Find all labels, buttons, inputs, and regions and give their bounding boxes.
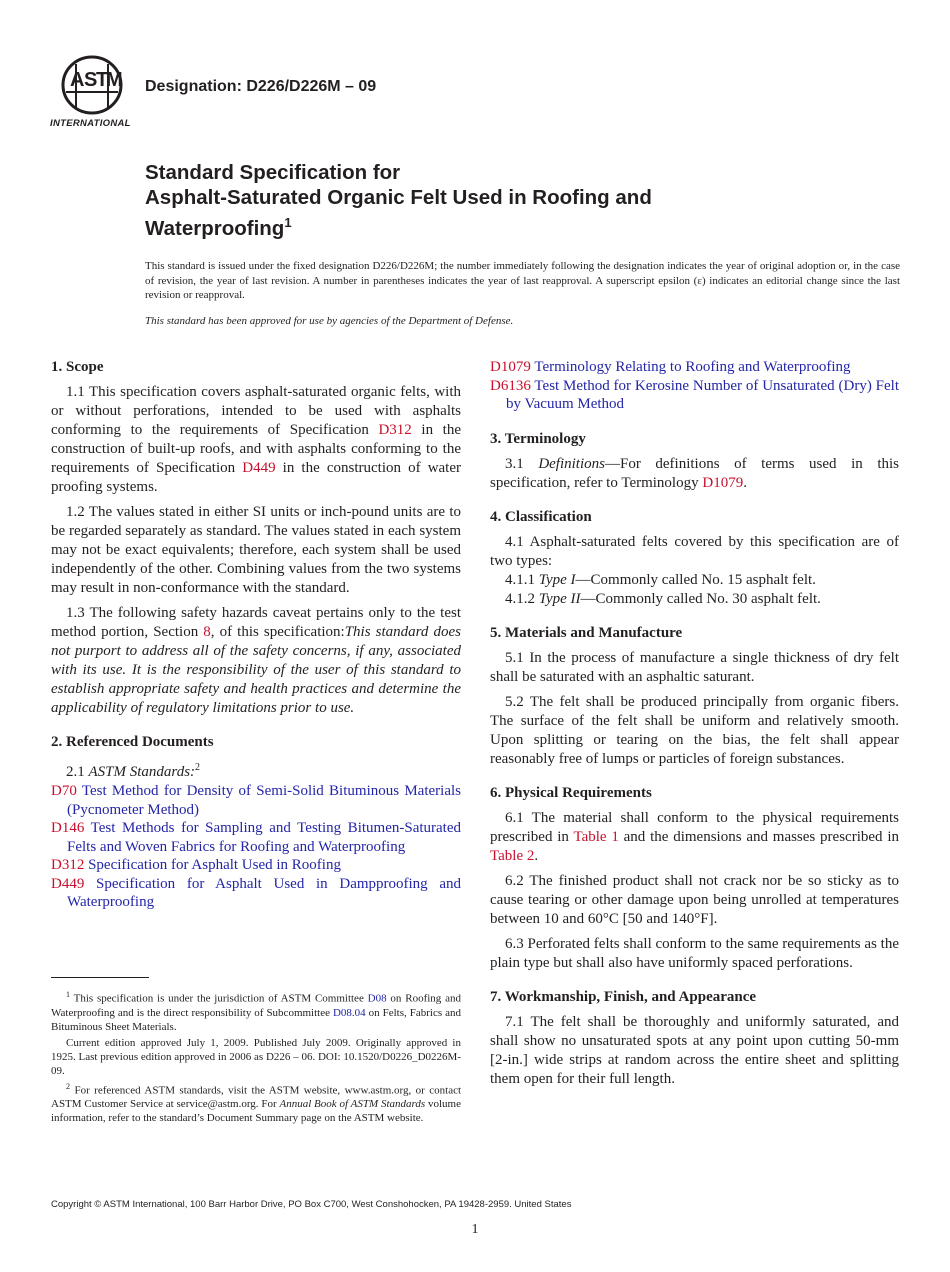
footnote-divider [51, 977, 149, 978]
svg-text:T: T [96, 69, 109, 91]
right-column [490, 358, 899, 1089]
section-4-heading: 4. Classification [490, 508, 592, 525]
title-line-3: Waterproofing$^1$ [145, 215, 292, 240]
section-5-heading: 5. Materials and Manufacture [490, 624, 683, 641]
para-4-1-2: 4.1.2 Type II—Commonly called No. 30 asphalt felt. [505, 590, 821, 607]
ref-item[interactable]: D1079 Terminology Relating to Roofing and Waterproofing [490, 359, 851, 375]
footnotes [51, 988, 461, 1125]
link-section-8[interactable]: 8 [203, 624, 211, 640]
dod-approval: This standard has been approved for use by agencies of the Department of Defense. [145, 314, 514, 327]
ref-item[interactable]: D70 Test Method for Density of Semi-Solid Bituminous Materials (Pycnometer Method) [51, 783, 461, 818]
svg-text:M: M [106, 69, 123, 91]
astm-logo [50, 52, 134, 132]
document-title [145, 160, 825, 241]
ref-item[interactable]: D449 Specification for Asphalt Used in Dampproofing and Waterproofing [51, 875, 462, 910]
footnote-1-edition: Current edition approved July 1, 2009. Published July 2009. Originally approved in 1925. Last previous edition approved in 2006 as D226 – 06. DOI: 10.1520/D0226_D0226M-09. [51, 1036, 461, 1077]
link-table-2[interactable]: Table 2 [490, 847, 535, 864]
copyright-notice: Copyright © ASTM International, 100 Barr Harbor Drive, PO Box C700, West Conshohocken, PA 19428-2959. United States [51, 1199, 572, 1210]
section-1-heading: 1. Scope [51, 359, 104, 375]
title-line-2: Asphalt-Saturated Organic Felt Used in Roofing and [145, 186, 652, 209]
logo-label: INTERNATIONAL [50, 118, 131, 129]
svg-text:S: S [84, 69, 98, 91]
preamble-text: This standard is issued under the fixed designation D226/D226M; the number immediately following the designation indicates the year of original adoption or, in the case of revision, the year of last revision. A number in parentheses indicates the year of last reapproval. A superscript epsilon (ε) indicates an editorial change since the last revision or reapproval. [145, 260, 900, 301]
ref-list-left [51, 782, 461, 912]
section-7-heading: 7. Workmanship, Finish, and Appearance [490, 988, 757, 1005]
link-table-1[interactable]: Table 1 [573, 828, 619, 845]
para-5-1: 5.1 In the process of manufacture a single thickness of dry felt shall be saturated with an asphaltic saturant. [490, 649, 899, 685]
page-number: 1 [471, 1222, 479, 1237]
para-3-1: 3.1 Definitions—For definitions of terms used in this specification, refer to Terminology D1079. [490, 455, 899, 491]
section-2-heading: 2. Referenced Documents [51, 734, 214, 750]
para-6-2: 6.2 The finished product shall not crack nor be so sticky as to cause tearing or other damage upon being unrolled at temperatures between 10 and 60°C [50 and 140°F]. [490, 872, 899, 927]
link-d08[interactable]: D08 [367, 992, 387, 1005]
para-6-3: 6.3 Perforated felts shall conform to the same requirements as the plain type but shall also have uniformly spaced perforations. [490, 935, 899, 971]
title-footnote-marker: 1 [284, 215, 292, 230]
para-5-2: 5.2 The felt shall be produced principally from organic fibers. The surface of the felt shall be uniform and relatively smooth. Upon splitting or tearing on the bias, the felt shall appear reasonably free of lumps or particles of foreign substances. [490, 693, 899, 767]
ref-item[interactable]: D6136 Test Method for Kerosine Number of Unsaturated (Dry) Felt by Vacuum Method [490, 377, 899, 412]
para-1-3: 1.3 The following safety hazards caveat pertains only to the test method portion, Section 8, of this specification:This standard does not purport to address all of the safety concerns, if any, associated with its use. It is the responsibility of the user of this standard to establish appropriate safety and health practices and determine the applicability of regulatory limitations prior to use. [51, 605, 461, 716]
link-d08-04[interactable]: D08.04 [332, 1006, 366, 1019]
para-4-1: 4.1 Asphalt-saturated felts covered by this specification are of two types: [490, 533, 899, 569]
para-6-1: 6.1 The material shall conform to the physical requirements prescribed in Table 1 and the dimensions and masses prescribed in Table 2. [490, 809, 899, 864]
preamble [145, 259, 900, 328]
title-line-1: Standard Specification for [145, 161, 401, 184]
ref-list-right [490, 358, 899, 414]
para-1-1: 1.1 This specification covers asphalt-saturated organic felts, with or without perforations, intended to be used with asphalts conforming to the requirements of Specification D312 in the construction of built-up roofs, and with asphalts conforming to the requirements of Specification D449 in the construction of water proofing systems. [51, 384, 462, 495]
link-d1079[interactable]: D1079 [702, 474, 744, 491]
ref-item[interactable]: D312 Specification for Asphalt Used in Roofing [51, 857, 341, 873]
footnote-1: $^1$ This specification is under the jurisdiction of ASTM Committee D08 on Roofing and Waterproofing and is the direct responsibility of Subcommittee D08.04 on Felts, Fabrics and Bituminous Sheet Materials. [51, 990, 461, 1033]
svg-text:A: A [70, 69, 85, 91]
ref-item[interactable]: D146 Test Methods for Sampling and Testing Bitumen-Saturated Felts and Woven Fabrics for Roofing and Waterproofing [51, 820, 461, 855]
section-3-heading: 3. Terminology [490, 430, 586, 447]
footnote-2: $^2$ For referenced ASTM standards, visit the ASTM website, www.astm.org, or contact ASTM Customer Service at service@astm.org. For Annual Book of ASTM Standards volume information, refer to the standard’s Document Summary page on the ASTM website. [51, 1081, 462, 1125]
link-d312[interactable]: D312 [378, 422, 412, 438]
section-6-heading: 6. Physical Requirements [490, 784, 652, 801]
para-7-1: 7.1 The felt shall be thoroughly and uniformly saturated, and shall show no unsaturated spots at any point upon cutting 50-mm [2-in.] wide strips at random across the entire sheet and splitting them open for their full length. [490, 1013, 899, 1087]
designation: Designation: D226/D226M – 09 [145, 78, 377, 95]
para-4-1-1: 4.1.1 Type I—Commonly called No. 15 asphalt felt. [505, 571, 816, 588]
link-d449[interactable]: D449 [242, 460, 276, 476]
left-column [51, 358, 461, 912]
para-1-2: 1.2 The values stated in either SI units or inch-pound units are to be regarded separately as standard. The values stated in each system may not be exact equivalents; therefore, each system shall be used independently of the other. Combining values from the two systems may result in non-conformance with the standard. [51, 504, 461, 596]
para-2-1: 2.1 ASTM Standards:$^2$ [66, 762, 201, 780]
